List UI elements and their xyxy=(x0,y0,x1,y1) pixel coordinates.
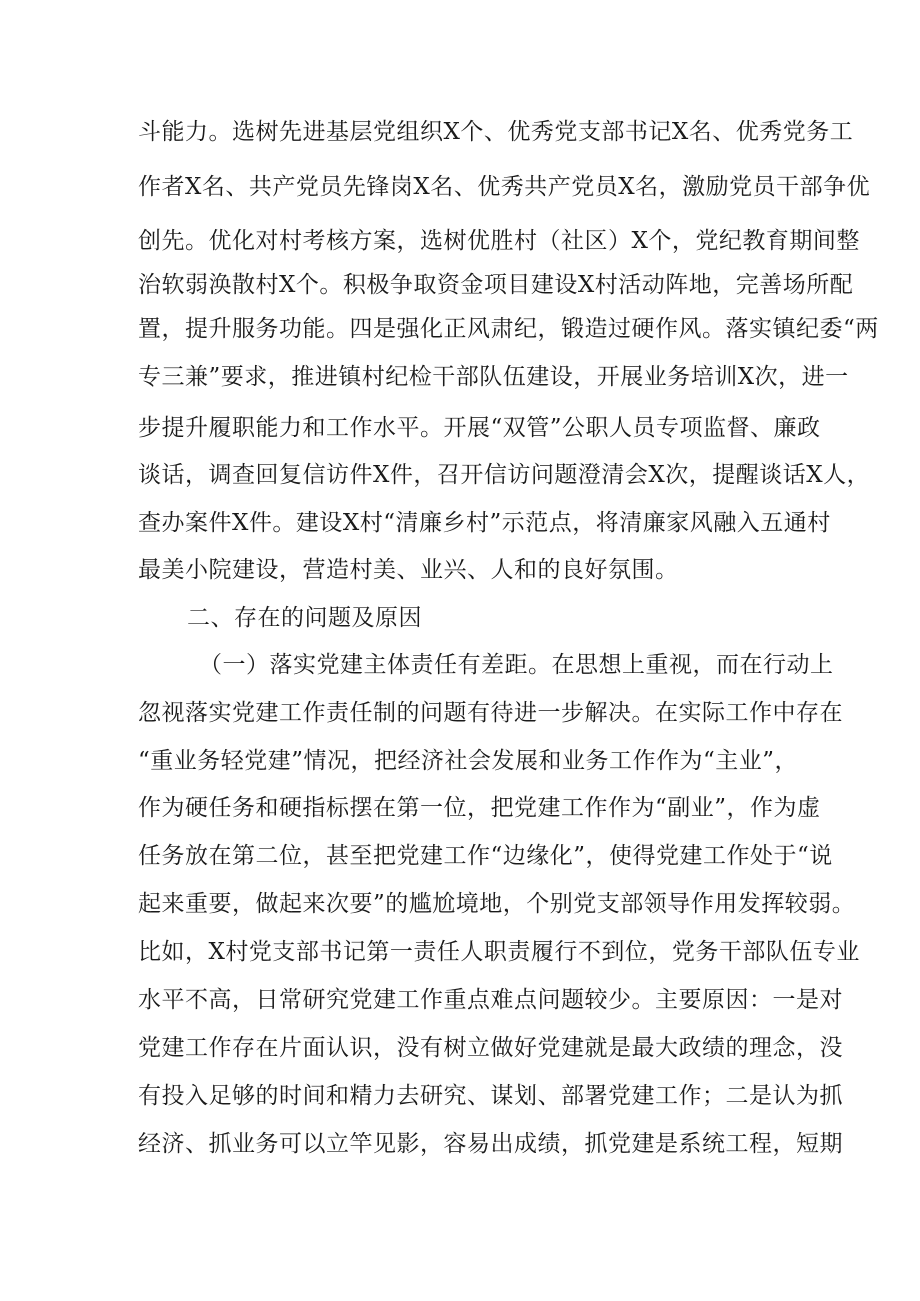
para2-line-1: （一）落实党建主体责任有差距。在思想上重视，而在行动上 xyxy=(199,652,834,678)
para2-line-2: 忽视落实党建工作责任制的问题有待进一步解决。在实际工作中存在 xyxy=(138,700,843,726)
para2-line-10: 有投入足够的时间和精力去研究、谋划、部署党建工作；二是认为抓 xyxy=(138,1083,843,1109)
para2-line-3: “重业务轻党建”情况，把经济社会发展和业务工作作为“主业”， xyxy=(138,748,799,774)
para1-line-8: 谈话，调查回复信访件X件，召开信访问题澄清会X次，提醒谈话X人， xyxy=(138,462,871,488)
para2-line-7: 比如，X村党支部书记第一责任人职责履行不到位，党务干部队伍专业 xyxy=(138,939,860,965)
para1-line-4: 治软弱涣散村X个。积极争取资金项目建设X村活动阵地，完善场所配 xyxy=(138,272,854,298)
para2-line-4: 作为硬任务和硬指标摆在第一位，把党建工作作为“副业”，作为虚 xyxy=(138,795,821,821)
para2-line-8: 水平不高，日常研究党建工作重点难点问题较少。主要原因：一是对 xyxy=(138,987,843,1013)
para2-line-5: 任务放在第二位，甚至把党建工作“边缘化”，使得党建工作处于“说 xyxy=(138,843,833,869)
para2-line-6: 起来重要，做起来次要”的尴尬境地，个别党支部领导作用发挥较弱。 xyxy=(138,891,856,917)
para1-line-6: 专三兼”要求，推进镇村纪检干部队伍建设，开展业务培训X次，进一 xyxy=(138,364,849,390)
para1-line-3: 创先。优化对村考核方案，选树优胜村（社区）X个，党纪教育期间整 xyxy=(138,228,860,254)
para2-line-9: 党建工作存在片面认识，没有树立做好党建就是最大政绩的理念，没 xyxy=(138,1035,843,1061)
para2-line-11: 经济、抓业务可以立竿见影，容易出成绩，抓党建是系统工程，短期 xyxy=(138,1131,843,1157)
section-heading: 二、存在的问题及原因 xyxy=(187,605,422,631)
para1-line-2: 作者X名、共产党员先锋岗X名、优秀共产党员X名，激励党员干部争优 xyxy=(138,174,871,200)
para1-line-1: 斗能力。选树先进基层党组织X个、优秀党支部书记X名、优秀党务工 xyxy=(138,119,854,145)
para1-line-9: 查办案件X件。建设X村“清廉乡村”示范点，将清廉家风融入五通村 xyxy=(138,510,831,536)
para1-line-5: 置，提升服务功能。四是强化正风肃纪，锻造过硬作风。落实镇纪委“两 xyxy=(138,316,879,342)
para1-line-10: 最美小院建设，营造村美、业兴、人和的良好氛围。 xyxy=(138,557,679,583)
para1-line-7: 步提升履职能力和工作水平。开展“双管”公职人员专项监督、廉政 xyxy=(138,415,821,441)
